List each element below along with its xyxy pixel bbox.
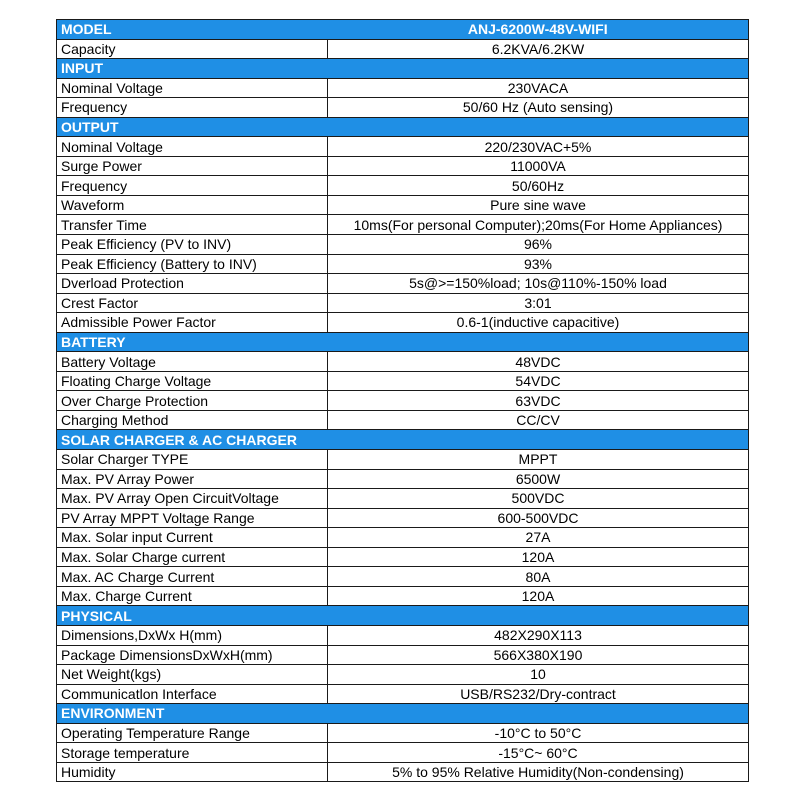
spec-value: 5% to 95% Relative Humidity(Non-condensing): [328, 762, 749, 782]
spec-label: Crest Factor: [57, 293, 328, 313]
spec-label: Admissible Power Factor: [57, 313, 328, 333]
section-spacer: [328, 332, 749, 352]
spec-label: Max. PV Array Power: [57, 469, 328, 489]
spec-value: 500VDC: [328, 489, 749, 509]
model-value: ANJ-6200W-48V-WIFI: [328, 20, 749, 40]
spec-row: [57, 684, 749, 704]
section-spacer: [328, 430, 749, 450]
section-header-row: [57, 332, 749, 352]
spec-row: [57, 469, 749, 489]
spec-row: [57, 528, 749, 548]
spec-label: Max. Solar input Current: [57, 528, 328, 548]
section-header-row: [57, 117, 749, 137]
spec-value: 220/230VAC+5%: [328, 137, 749, 157]
spec-value: CC/CV: [328, 410, 749, 430]
spec-value: 566X380X190: [328, 645, 749, 665]
spec-row: [57, 723, 749, 743]
spec-value: 10: [328, 665, 749, 685]
spec-row: [57, 274, 749, 294]
section-title: PHYSICAL: [57, 606, 328, 626]
spec-row: [57, 78, 749, 98]
section-spacer: [328, 606, 749, 626]
spec-sheet: [56, 19, 748, 782]
spec-value: 0.6-1(inductive capacitive): [328, 313, 749, 333]
spec-label: Max. Charge Current: [57, 586, 328, 606]
spec-row: [57, 156, 749, 176]
spec-label: Nominal Voltage: [57, 78, 328, 98]
spec-value: Pure sine wave: [328, 195, 749, 215]
spec-value: 120A: [328, 547, 749, 567]
section-spacer: [328, 59, 749, 79]
spec-row: [57, 762, 749, 782]
spec-table-body: [57, 20, 749, 782]
spec-row: [57, 176, 749, 196]
section-spacer: [328, 117, 749, 137]
spec-value: 54VDC: [328, 371, 749, 391]
spec-row: [57, 352, 749, 372]
spec-label: Floating Charge Voltage: [57, 371, 328, 391]
spec-row: [57, 391, 749, 411]
spec-value: 50/60 Hz (Auto sensing): [328, 98, 749, 118]
spec-row: [57, 137, 749, 157]
spec-row: [57, 293, 749, 313]
spec-value: 5s@>=150%load; 10s@110%-150% load: [328, 274, 749, 294]
spec-value: 27A: [328, 528, 749, 548]
spec-label: Max. Solar Charge current: [57, 547, 328, 567]
spec-value: 600-500VDC: [328, 508, 749, 528]
spec-value: 93%: [328, 254, 749, 274]
spec-table: [56, 19, 749, 782]
spec-row: [57, 743, 749, 763]
spec-value: USB/RS232/Dry-contract: [328, 684, 749, 704]
spec-row: [57, 450, 749, 470]
spec-value: 3:01: [328, 293, 749, 313]
spec-row: [57, 410, 749, 430]
spec-row: [57, 586, 749, 606]
spec-label: Max. AC Charge Current: [57, 567, 328, 587]
spec-label: Charging Method: [57, 410, 328, 430]
spec-row: [57, 313, 749, 333]
spec-label: Peak Efficiency (PV to INV): [57, 235, 328, 255]
spec-value: 96%: [328, 235, 749, 255]
spec-value: 230VACA: [328, 78, 749, 98]
spec-row: [57, 489, 749, 509]
spec-label: Frequency: [57, 98, 328, 118]
spec-label: Nominal Voltage: [57, 137, 328, 157]
spec-row: [57, 254, 749, 274]
spec-row: [57, 371, 749, 391]
spec-value: 6.2KVA/6.2KW: [328, 39, 749, 59]
spec-value: 10ms(For personal Computer);20ms(For Home Appliances): [328, 215, 749, 235]
spec-label: Transfer Time: [57, 215, 328, 235]
spec-row: [57, 39, 749, 59]
spec-row: [57, 547, 749, 567]
spec-label: Frequency: [57, 176, 328, 196]
spec-row: [57, 215, 749, 235]
model-label: MODEL: [57, 20, 328, 40]
section-title: ENVIRONMENT: [57, 704, 328, 724]
spec-row: [57, 508, 749, 528]
spec-value: 482X290X113: [328, 625, 749, 645]
spec-value: -10°C to 50°C: [328, 723, 749, 743]
spec-label: Over Charge Protection: [57, 391, 328, 411]
spec-label: Solar Charger TYPE: [57, 450, 328, 470]
section-header-row: [57, 430, 749, 450]
spec-row: [57, 645, 749, 665]
spec-label: PV Array MPPT Voltage Range: [57, 508, 328, 528]
spec-label: Package DimensionsDxWxH(mm): [57, 645, 328, 665]
spec-label: Max. PV Array Open CircuitVoltage: [57, 489, 328, 509]
section-header-row: [57, 606, 749, 626]
spec-value: 6500W: [328, 469, 749, 489]
spec-value: 120A: [328, 586, 749, 606]
section-header-row: [57, 704, 749, 724]
spec-label: Capacity: [57, 39, 328, 59]
spec-row: [57, 98, 749, 118]
spec-row: [57, 567, 749, 587]
spec-value: MPPT: [328, 450, 749, 470]
spec-label: Dverload Protection: [57, 274, 328, 294]
section-header-row: [57, 59, 749, 79]
spec-label: Communicatlon Interface: [57, 684, 328, 704]
spec-row: [57, 625, 749, 645]
spec-value: 80A: [328, 567, 749, 587]
spec-label: Operating Temperature Range: [57, 723, 328, 743]
spec-label: Dimensions,DxWx H(mm): [57, 625, 328, 645]
spec-label: Waveform: [57, 195, 328, 215]
spec-label: Battery Voltage: [57, 352, 328, 372]
spec-value: 50/60Hz: [328, 176, 749, 196]
section-title: SOLAR CHARGER & AC CHARGER: [57, 430, 328, 450]
spec-label: Humidity: [57, 762, 328, 782]
section-title: INPUT: [57, 59, 328, 79]
section-title: OUTPUT: [57, 117, 328, 137]
spec-value: -15°C~ 60°C: [328, 743, 749, 763]
spec-label: Surge Power: [57, 156, 328, 176]
section-title: BATTERY: [57, 332, 328, 352]
spec-label: Peak Efficiency (Battery to INV): [57, 254, 328, 274]
spec-value: 63VDC: [328, 391, 749, 411]
section-spacer: [328, 704, 749, 724]
spec-value: 48VDC: [328, 352, 749, 372]
spec-label: Storage temperature: [57, 743, 328, 763]
spec-row: [57, 665, 749, 685]
spec-row: [57, 235, 749, 255]
spec-value: 11000VA: [328, 156, 749, 176]
spec-row: [57, 195, 749, 215]
model-header-row: [57, 20, 749, 40]
spec-label: Net Weight(kgs): [57, 665, 328, 685]
